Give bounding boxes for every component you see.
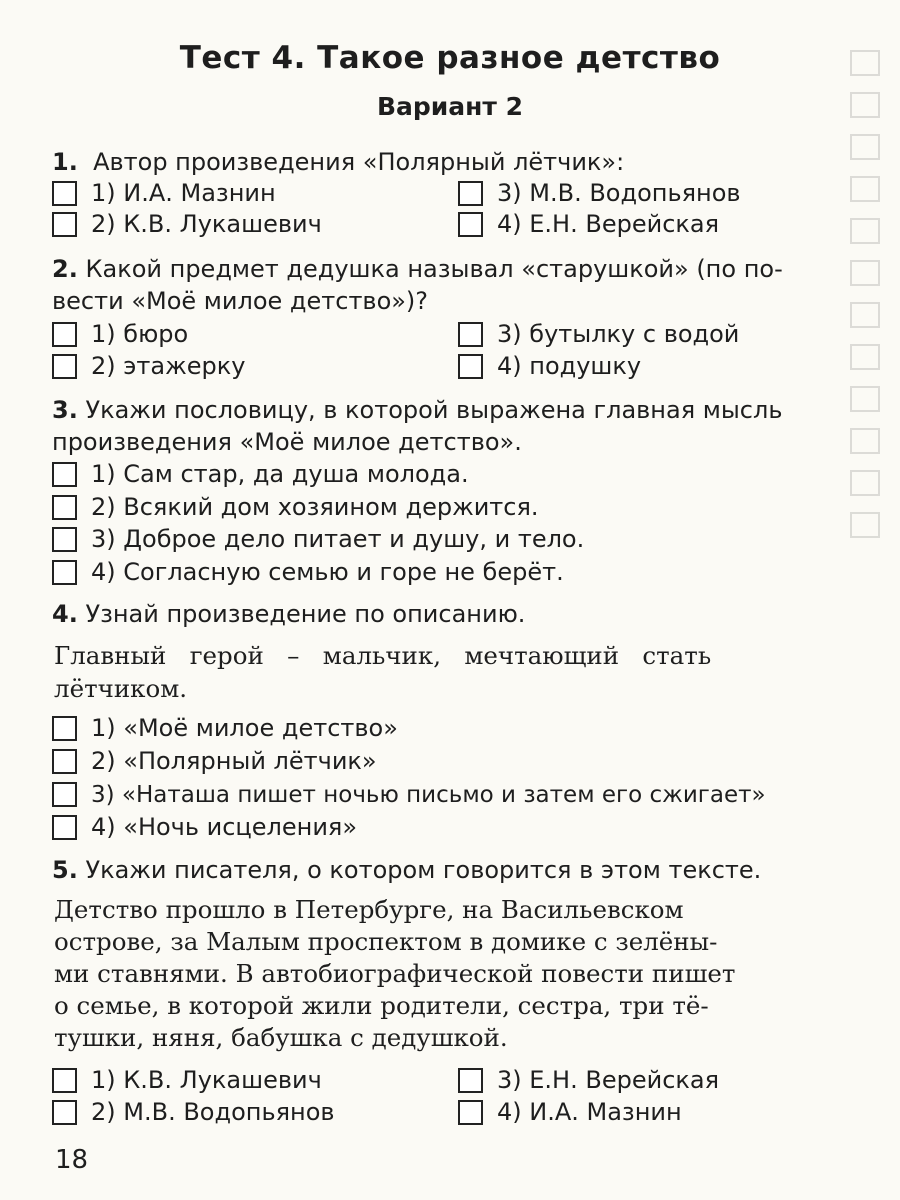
checkbox <box>52 527 77 552</box>
variant-label: Вариант 2 <box>376 92 524 121</box>
question-number: 1. <box>52 148 78 176</box>
q1-option-4[interactable]: 4) Е.Н. Верейская <box>458 208 719 240</box>
question-2-line-1 <box>52 253 783 285</box>
q5-passage-line-1: Детство прошло в Петербурге, на Васильевском <box>54 895 684 924</box>
question-number: 5. <box>52 856 78 884</box>
checkbox <box>52 354 77 379</box>
checkbox <box>52 815 77 840</box>
checkbox <box>52 560 77 585</box>
q1-option-1[interactable]: 1) И.А. Мазнин <box>52 177 276 209</box>
q5-option-2[interactable]: 2) М.В. Водопьянов <box>52 1096 335 1128</box>
q1-option-3[interactable]: 3) М.В. Водопьянов <box>458 177 741 209</box>
checkbox <box>52 749 77 774</box>
checkbox <box>52 212 77 237</box>
q4-option-2[interactable]: 2) «Полярный лётчик» <box>52 745 377 777</box>
question-text: Укажи писателя, о котором говорится в этом тексте. <box>85 856 762 884</box>
question-5 <box>52 854 761 886</box>
q5-passage-line-3: ми ставнями. В автобиографической повести пишет <box>54 959 736 988</box>
question-3-line-1 <box>52 394 783 426</box>
q2-option-4[interactable]: 4) подушку <box>458 350 641 382</box>
q3-option-2[interactable]: 2) Всякий дом хозяином держится. <box>52 491 539 523</box>
q3-option-4[interactable]: 4) Согласную семью и горе не берёт. <box>52 556 564 588</box>
checkbox <box>458 322 483 347</box>
question-3-line-2: произведения «Моё милое детство». <box>52 428 522 456</box>
question-number: 2. <box>52 255 78 283</box>
checkbox <box>52 181 77 206</box>
q2-option-2[interactable]: 2) этажерку <box>52 350 245 382</box>
question-text: Автор произведения «Полярный лётчик»: <box>93 148 625 176</box>
checkbox <box>52 322 77 347</box>
question-1 <box>52 146 624 178</box>
checkbox <box>52 716 77 741</box>
page-number: 18 <box>55 1145 89 1175</box>
checkbox <box>458 212 483 237</box>
q4-description-line-1: Главный герой – мальчик, мечтающий стать <box>54 641 712 670</box>
q1-option-2[interactable]: 2) К.В. Лукашевич <box>52 208 322 240</box>
bleed-through-checkboxes <box>780 40 900 700</box>
q4-option-3[interactable]: 3) «Наташа пишет ночью письмо и затем его сжигает» <box>52 778 766 811</box>
q2-option-3[interactable]: 3) бутылку с водой <box>458 318 739 350</box>
q5-passage-line-5: тушки, няня, бабушка с дедушкой. <box>54 1023 508 1052</box>
q4-description-line-2: лётчиком. <box>54 674 188 703</box>
q3-option-3[interactable]: 3) Доброе дело питает и душу, и тело. <box>52 523 584 555</box>
q4-option-1[interactable]: 1) «Моё милое детство» <box>52 712 398 744</box>
checkbox <box>458 1100 483 1125</box>
q5-option-3[interactable]: 3) Е.Н. Верейская <box>458 1064 719 1096</box>
checkbox <box>52 782 77 807</box>
question-text: Укажи пословицу, в которой выражена главная мысль <box>85 396 783 424</box>
question-text: Какой предмет дедушка называл «старушкой» (по по- <box>85 255 783 283</box>
q4-option-4[interactable]: 4) «Ночь исцеления» <box>52 811 357 843</box>
checkbox <box>52 1068 77 1093</box>
question-number: 4. <box>52 600 78 628</box>
page-title: Тест 4. Такое разное детство <box>179 40 721 76</box>
checkbox <box>52 495 77 520</box>
q5-option-4[interactable]: 4) И.А. Мазнин <box>458 1096 682 1128</box>
question-4 <box>52 598 525 630</box>
q5-passage-line-2: острове, за Малым проспектом в домике с зелёны- <box>54 927 718 956</box>
question-text: Узнай произведение по описанию. <box>85 600 526 628</box>
checkbox <box>52 1100 77 1125</box>
checkbox <box>458 1068 483 1093</box>
checkbox <box>52 462 77 487</box>
question-2-line-2: вести «Моё милое детство»)? <box>52 287 429 315</box>
question-number: 3. <box>52 396 78 424</box>
checkbox <box>458 181 483 206</box>
q5-passage-line-4: о семье, в которой жили родители, сестра, три тё- <box>54 991 709 1020</box>
q3-option-1[interactable]: 1) Сам стар, да душа молода. <box>52 458 469 490</box>
q5-option-1[interactable]: 1) К.В. Лукашевич <box>52 1064 322 1096</box>
checkbox <box>458 354 483 379</box>
q2-option-1[interactable]: 1) бюро <box>52 318 188 350</box>
